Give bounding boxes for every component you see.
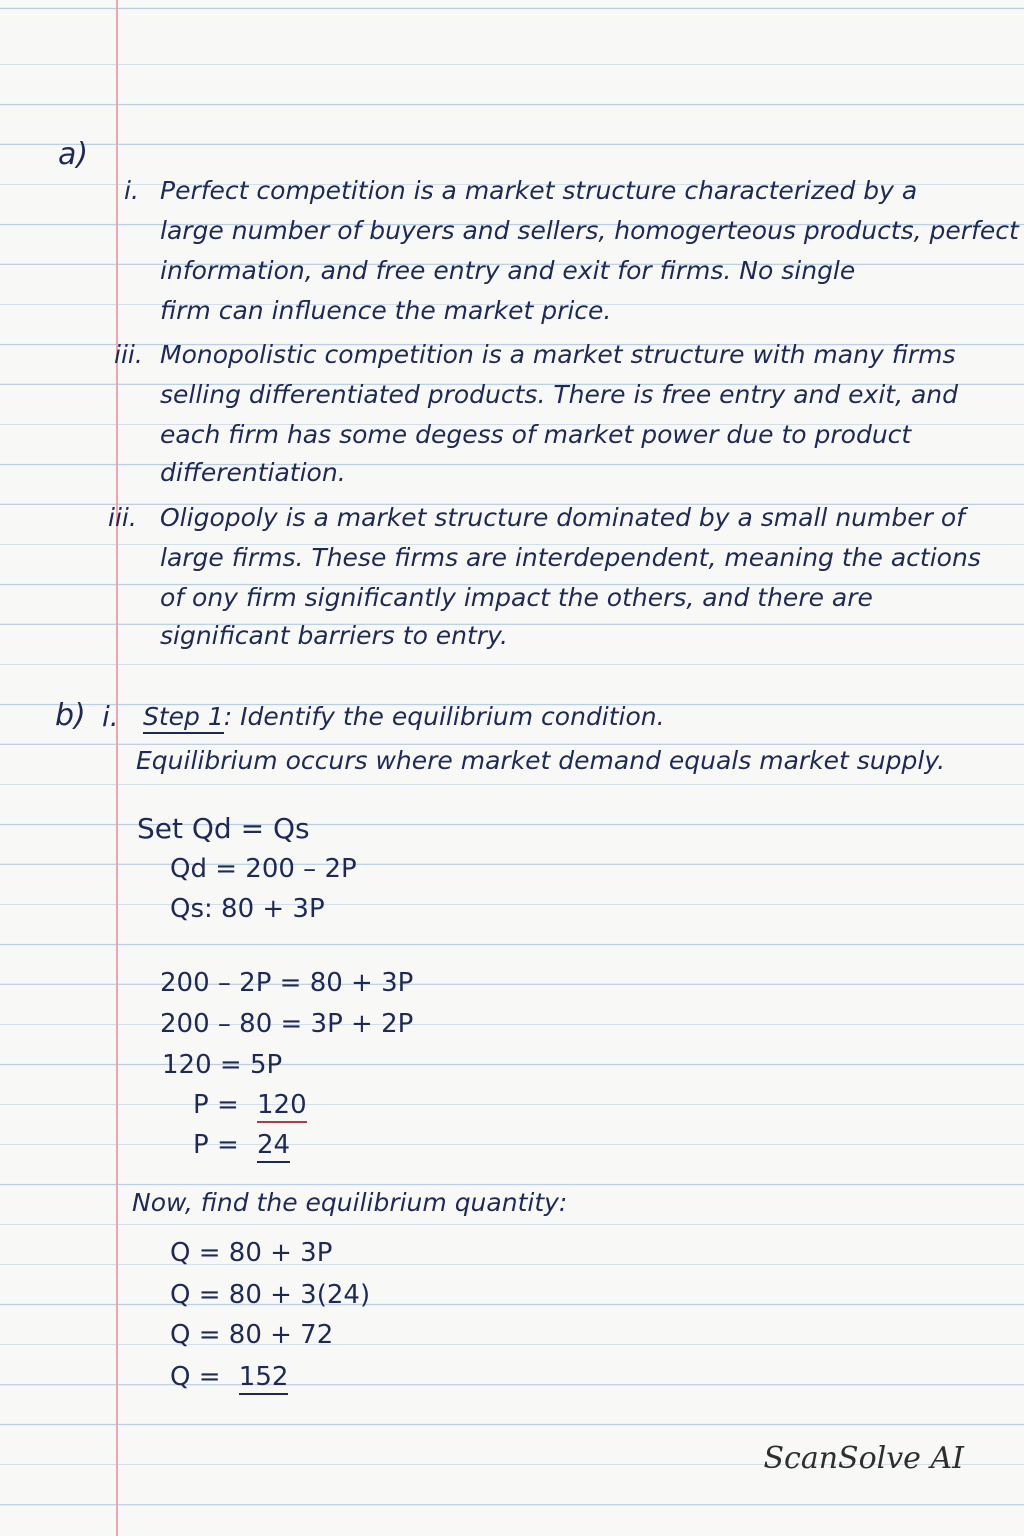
equation-step: 200 – 2P = 80 + 3P xyxy=(160,968,414,998)
margin-line xyxy=(116,0,118,1536)
quantity-step: Q = 80 + 3(24) xyxy=(170,1280,371,1310)
item-3-line: large firms. These firms are interdependent, meaning the actions xyxy=(160,543,981,572)
supply-equation: Qs: 80 + 3P xyxy=(170,894,325,924)
equation-step: 200 – 80 = 3P + 2P xyxy=(160,1009,414,1039)
part-b-label: b) xyxy=(55,698,86,733)
price-lhs: P = xyxy=(193,1090,239,1120)
item-2-line: selling differentiated products. There is free entry and exit, and xyxy=(160,380,959,409)
item-2-line: each firm has some degess of market power due to product xyxy=(160,420,912,449)
equilibrium-intro: Equilibrium occurs where market demand equals market supply. xyxy=(136,746,946,775)
part-b-marker: i. xyxy=(102,700,119,733)
item-2-line: differentiation. xyxy=(160,458,346,487)
quantity-lhs: Q = xyxy=(170,1362,221,1392)
item-1-line: information, and free entry and exit for firms. No single xyxy=(160,256,856,285)
item-3-line: of ony firm significantly impact the others, and there are xyxy=(160,583,873,612)
price-value: 24 xyxy=(257,1130,290,1163)
step-heading xyxy=(143,702,665,731)
equilibrium-quantity xyxy=(170,1362,288,1392)
item-1-line: large number of buyers and sellers, homogerteous products, perfect xyxy=(160,216,1019,245)
step-text: : Identify the equilibrium condition. xyxy=(223,702,665,731)
set-equation: Set Qd = Qs xyxy=(137,812,310,845)
item-2-marker: iii. xyxy=(114,340,143,369)
price-lhs: P = xyxy=(193,1130,239,1160)
item-3-marker: iii. xyxy=(108,503,137,532)
part-a-label: a) xyxy=(58,137,89,172)
item-3-line: Oligopoly is a market structure dominated by a small number of xyxy=(160,503,965,532)
quantity-intro: Now, find the equilibrium quantity: xyxy=(132,1188,568,1217)
item-2-line: Monopolistic competition is a market structure with many firms xyxy=(160,340,956,369)
price-numerator: 120 xyxy=(257,1090,307,1123)
watermark: ScanSolve AI xyxy=(763,1441,964,1476)
step-label: Step 1 xyxy=(143,702,224,734)
equation-step: 120 = 5P xyxy=(162,1050,283,1080)
quantity-step: Q = 80 + 3P xyxy=(170,1238,333,1268)
demand-equation: Qd = 200 – 2P xyxy=(170,854,357,884)
item-1-line: firm can influence the market price. xyxy=(160,296,612,325)
item-1-line: Perfect competition is a market structure characterized by a xyxy=(160,176,918,205)
quantity-value: 152 xyxy=(239,1362,289,1395)
item-3-line: significant barriers to entry. xyxy=(160,621,508,650)
item-1-marker: i. xyxy=(124,176,139,205)
equation-step xyxy=(193,1090,307,1120)
equilibrium-price xyxy=(193,1130,290,1160)
quantity-step: Q = 80 + 72 xyxy=(170,1320,334,1350)
